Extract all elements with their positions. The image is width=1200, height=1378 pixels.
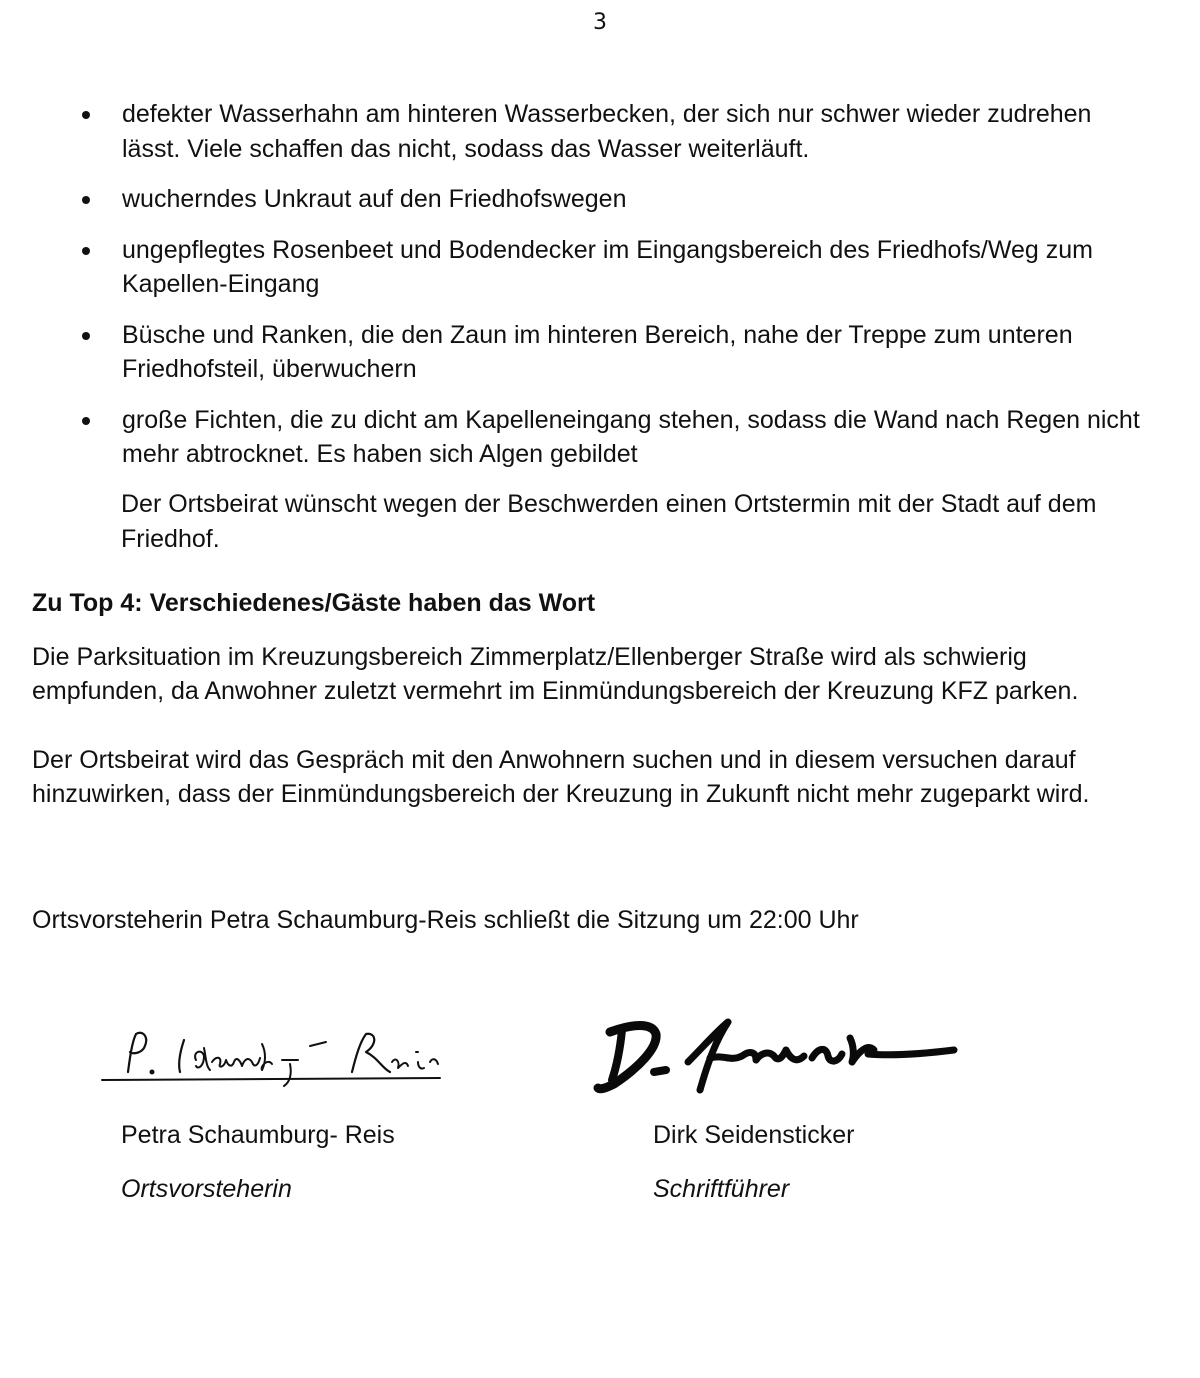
signer-right-name: Dirk Seidensticker xyxy=(653,1121,855,1149)
bullet-icon xyxy=(82,247,90,255)
section-heading: Zu Top 4: Verschiedenes/Gäste haben das Wort xyxy=(32,589,596,617)
list-item-text: große Fichten, die zu dicht am Kapelleneingang stehen, sodass die Wand nach Regen nicht mehr abtrocknet. Es haben sich Algen gebildet xyxy=(122,405,1140,468)
complaint-list xyxy=(70,97,1150,488)
list-item xyxy=(70,403,1150,472)
ortstermin-paragraph: Der Ortsbeirat wünscht wegen der Beschwerden einen Ortstermin mit der Stadt auf dem Friedhof. xyxy=(121,490,1097,553)
list-item-text: Büsche und Ranken, die den Zaun im hinteren Bereich, nahe der Treppe zum unteren Friedhofsteil, überwuchern xyxy=(122,320,1073,383)
bullet-icon xyxy=(82,417,90,425)
page-number: 3 xyxy=(593,10,607,35)
action-paragraph: Der Ortsbeirat wird das Gespräch mit den Anwohnern suchen und in diesem versuchen darauf hinzuwirken, dass der Einmündungsbereich der Kreuzung in Zukunft nicht mehr zugeparkt wird. xyxy=(32,746,1090,808)
signature-left xyxy=(100,1022,445,1087)
bullet-icon xyxy=(82,196,90,204)
signer-left-name: Petra Schaumburg- Reis xyxy=(121,1121,395,1149)
list-item xyxy=(70,182,1150,217)
closing-statement: Ortsvorsteherin Petra Schaumburg-Reis schließt die Sitzung um 22:00 Uhr xyxy=(32,906,859,934)
bullet-icon xyxy=(82,332,90,340)
list-item-text: ungepflegtes Rosenbeet und Bodendecker im Eingangsbereich des Friedhofs/Weg zum Kapellen-Eingang xyxy=(122,235,1093,298)
signer-left-role: Ortsvorsteherin xyxy=(121,1175,292,1203)
bullet-icon xyxy=(82,111,90,119)
list-item xyxy=(70,233,1150,302)
parking-paragraph: Die Parksituation im Kreuzungsbereich Zimmerplatz/Ellenberger Straße wird als schwierig empfunden, da Anwohner zuletzt vermehrt im Einmündungsbereich der Kreuzung KFZ parken. xyxy=(32,643,1079,705)
list-item xyxy=(70,97,1150,166)
list-item-text: wucherndes Unkraut auf den Friedhofswegen xyxy=(122,185,627,213)
signature-right xyxy=(592,1010,962,1095)
signer-right-role: Schriftführer xyxy=(653,1175,790,1203)
list-item xyxy=(70,318,1150,387)
list-item-text: defekter Wasserhahn am hinteren Wasserbecken, der sich nur schwer wieder zudrehen lässt. Viele schaffen das nicht, sodass das Wasser weiterläuft. xyxy=(122,100,1092,163)
